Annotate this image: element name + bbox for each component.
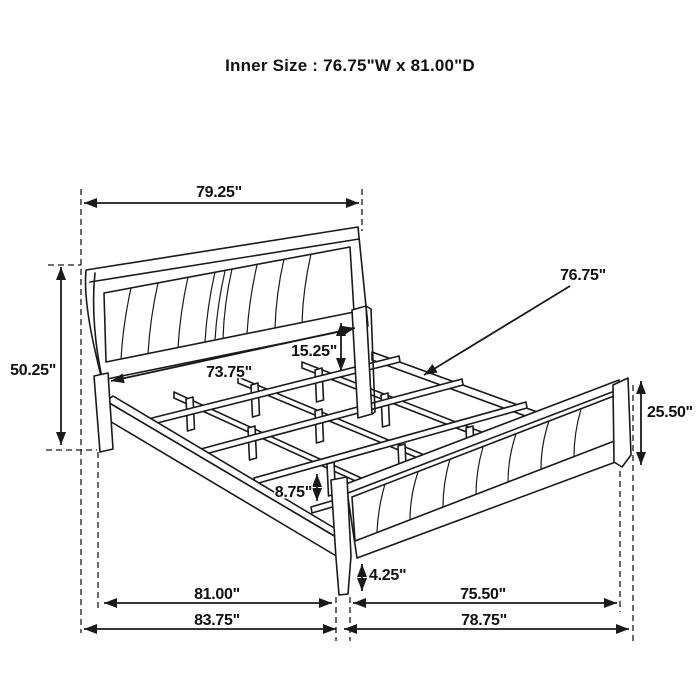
dim-between-posts-label: 73.75" xyxy=(206,364,252,381)
footboard-leg-left xyxy=(331,477,351,595)
dim-footboard-height-label: 25.50" xyxy=(647,404,693,421)
footboard-leg-right xyxy=(613,378,631,467)
dim-headboard-height-label: 50.25" xyxy=(10,362,56,379)
slat xyxy=(197,379,463,456)
dim-headboard-width-label: 79.25" xyxy=(196,184,242,201)
dim-footboard-width-label: 78.75" xyxy=(461,612,507,629)
diagram-title: Inner Size : 76.75"W x 81.00"D xyxy=(225,56,475,75)
headboard-leg-left xyxy=(94,373,113,452)
headboard-post-right xyxy=(352,306,372,418)
dim-footboard-inner-label: 75.50" xyxy=(460,586,506,603)
dim-support-leg-label: 8.75" xyxy=(274,484,312,501)
dim-overall-depth-label: 83.75" xyxy=(194,612,240,629)
dim-post-gap-label: 15.25" xyxy=(291,343,337,360)
footboard xyxy=(331,378,631,595)
dim-slat-leader-arrow xyxy=(424,286,570,375)
dim-slat-length-label: 76.75" xyxy=(560,267,606,284)
dim-clearance-label: 4.25" xyxy=(369,567,407,584)
dim-inner-depth-label: 81.00" xyxy=(194,586,240,603)
